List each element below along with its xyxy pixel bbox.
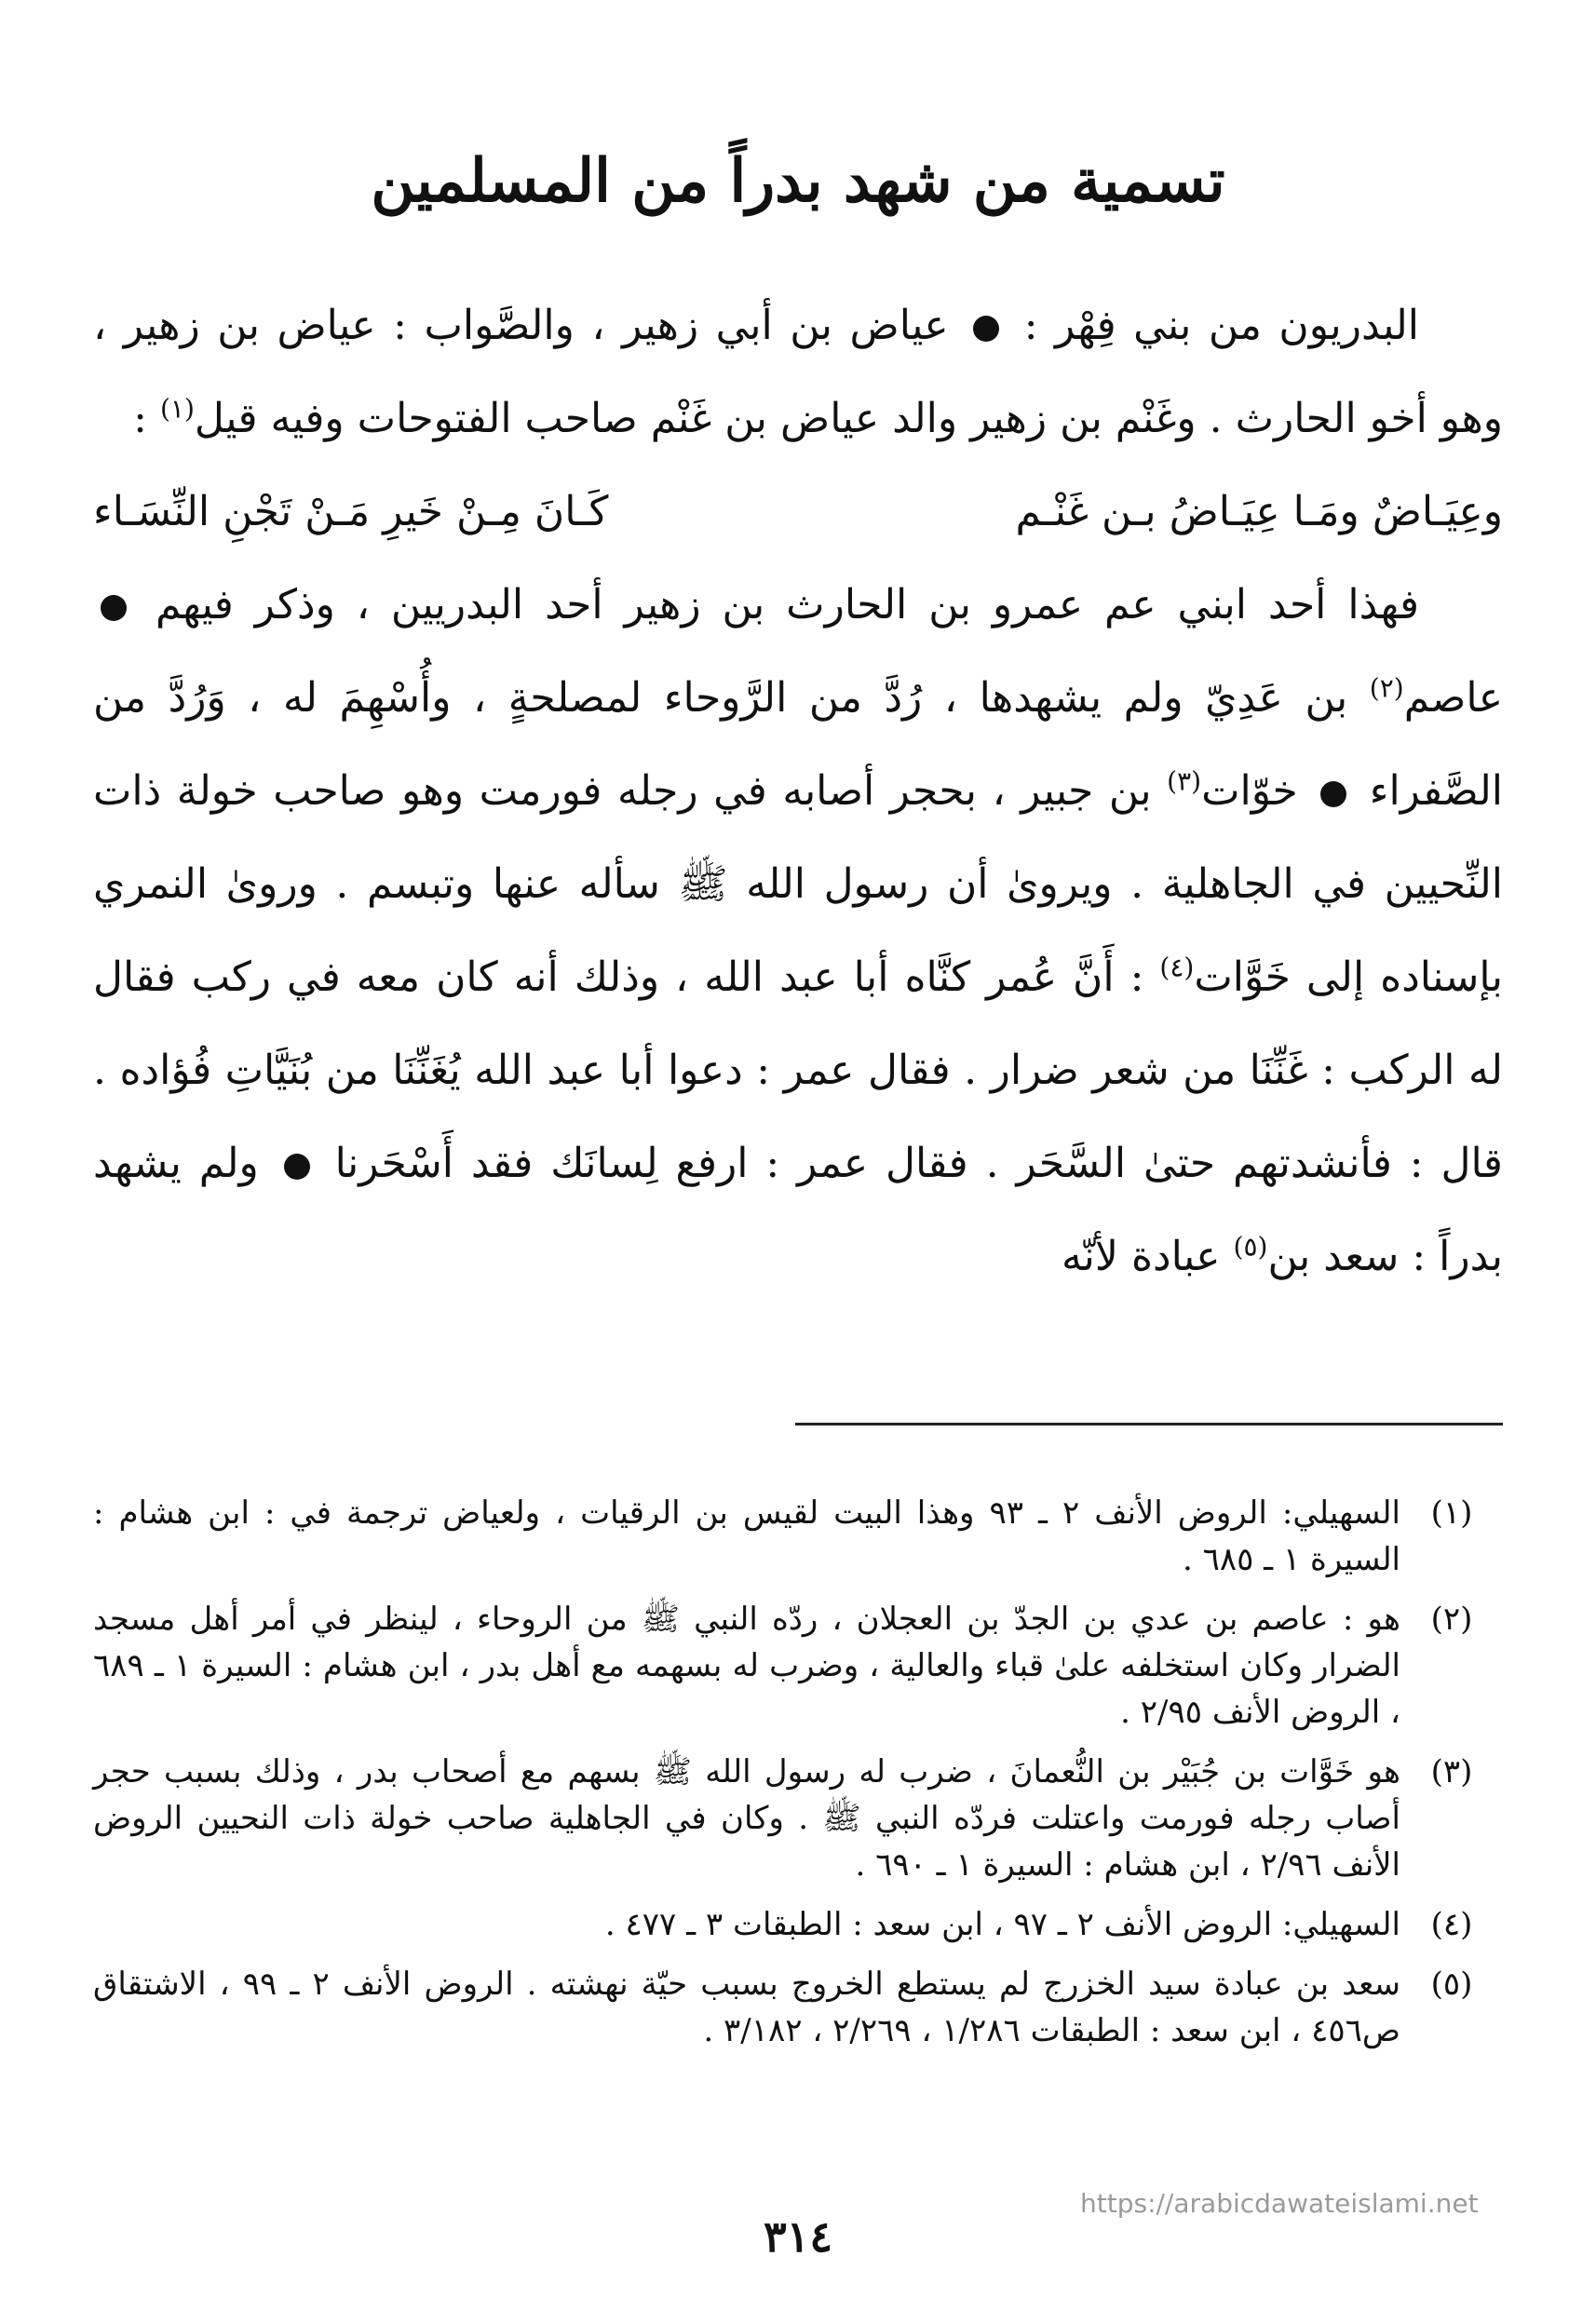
paragraph-2-text-c: بن عَدِيّ ولم يشهدها ، رُدَّ من الرَّوحاء لمصلحةٍ ، وأُسْهِمَ له ، وَرُدَّ من الصَّفراء <box>93 674 1503 815</box>
verse-second-hemistich: كَـانَ مِـنْ خَيرِ مَـنْ تَجْنِ النِّسَـاء <box>93 488 609 535</box>
bullet-marker <box>973 316 999 342</box>
paragraph-1-end: : <box>133 395 147 442</box>
footnote-ref-3[interactable]: (٣) <box>1167 765 1202 797</box>
footnote-ref-4[interactable]: (٤) <box>1159 952 1195 983</box>
main-text <box>93 279 1503 1304</box>
bullet-marker <box>284 1154 310 1180</box>
footnote-text: سعد بن عبادة سيد الخزرج لم يستطع الخروج بسبب حيّة نهشته . الروض الأنف ٢ ـ ٩٩ ، الاشتقاق ص٤٥٦ ، ابن سعد : الطبقات ١/٢٨٦ ، ٢/٢٦٩ ، ٣/١٨٢ . <box>93 1966 1400 2049</box>
paragraph-2-text-f: : أَنَّ عُمر كنَّاه أبا عبد الله ، وذلك أنه كان معه في ركب فقال له الركب : غَنِّنَا من شعر ضرار . فقال عمر : دعوا أبا عبد الله يُغَنِّنَا من بُنَيَّاتِ فُؤاده . قال : فأنشدتهم حتىٰ السَّحَر . فقال عمر : ارفع لِسانَك فقد أَسْحَرنا <box>93 953 1504 1187</box>
footnote-ref-1[interactable]: (١) <box>159 393 195 425</box>
bullet-marker <box>101 595 127 621</box>
paragraph-1-text: عياض بن أبي زهير ، والصَّواب : عياض بن زهير ، وهو أخو الحارث . وغَنْم بن زهير والد عياض بن غَنْم صاحب الفتوحات وفيه قيل <box>93 302 1503 442</box>
footnote-item <box>93 1961 1503 2054</box>
footnote-text: هو : عاصم بن عدي بن الجدّ بن العجلان ، ردّه النبي ﷺ من الروحاء ، لينظر في أمر أهل مسجد الضرار وكان استخلفه علىٰ قباء والعالية ، وضرب له بسهمه مع أهل بدر ، ابن هشام : السيرة ١ ـ ٦٨٩ ، الروض الأنف ٢/٩٥ . <box>93 1601 1400 1731</box>
footnote-ref-5[interactable]: (٥) <box>1233 1231 1268 1263</box>
page-title: تسمية من شهد بدراً من المسلمين <box>371 146 1225 216</box>
footnote-item <box>93 1596 1503 1736</box>
footnote-number: (٥) <box>1430 1966 1473 2003</box>
footnote-number: (٣) <box>1430 1753 1473 1790</box>
paragraph-2-name-asim: عاصم <box>1403 674 1503 722</box>
footnote-item <box>93 1901 1503 1948</box>
paragraph-2-text-h: عبادة لأنّه <box>1062 1233 1221 1280</box>
footnote-text: هو خَوَّات بن جُبَيْر بن النُّعمانَ ، ضرب له رسول الله ﷺ بسهم مع أصحاب بدر ، وذلك بسبب حجر أصاب رجله فورمت واعتلت فردّه النبي ﷺ . وكان في الجاهلية صاحب خولة ذات النحيين الروض الأنف ٢/٩٦ ، ابن هشام : السيرة ١ ـ ٦٩٠ . <box>93 1753 1400 1884</box>
paragraph-2-text-e: بن جبير ، بحجر أصابه في رجله فورمت وهو صاحب خولة ذات النِّحيين في الجاهلية . ويروىٰ أن رسول الله ﷺ سأله عنها وتبسم . وروىٰ النمري بإسناده إلى خَوَّات <box>93 767 1503 1001</box>
footnote-number: (٢) <box>1430 1601 1473 1638</box>
footnote-number: (١) <box>1430 1494 1473 1532</box>
footnote-text: السهيلي: الروض الأنف ٢ ـ ٩٧ ، ابن سعد : الطبقات ٣ ـ ٤٧٧ . <box>604 1906 1400 1943</box>
poetry-verse <box>93 466 1503 559</box>
paragraph-2-name-khawwat: خوّات <box>1201 767 1298 815</box>
watermark-url: https://arabicdawateislami.net <box>1080 2188 1479 2219</box>
footnote-ref-2[interactable]: (٢) <box>1369 672 1404 704</box>
footnote-item <box>93 1749 1503 1888</box>
footnote-divider <box>795 1423 1503 1425</box>
paragraph-2 <box>93 559 1503 1304</box>
paragraph-1-intro: البدريون من بني فِهْر : <box>1023 302 1419 349</box>
page-number: ٣١٤ <box>763 2211 833 2262</box>
paragraph-2-text-g: ولم يشهد بدراً : سعد بن <box>93 1140 1503 1280</box>
paragraph-1 <box>93 279 1503 466</box>
footnote-text: السهيلي: الروض الأنف ٢ ـ ٩٣ وهذا البيت لقيس بن الرقيات ، ولعياض ترجمة في : ابن هشام : السيرة ١ ـ ٦٨٥ . <box>93 1494 1400 1578</box>
bullet-marker <box>1320 781 1346 807</box>
verse-first-hemistich: وعِيَـاضٌ ومَـا عِيَـاضُ بـن غَنْـم <box>1015 488 1503 535</box>
footnote-item <box>93 1490 1503 1583</box>
footnote-number: (٤) <box>1430 1906 1473 1943</box>
paragraph-2-text-a: فهذا أحد ابني عم عمرو بن الحارث بن زهير أحد البدريين ، وذكر فيهم <box>155 581 1419 628</box>
footnotes-section <box>93 1490 1503 2067</box>
